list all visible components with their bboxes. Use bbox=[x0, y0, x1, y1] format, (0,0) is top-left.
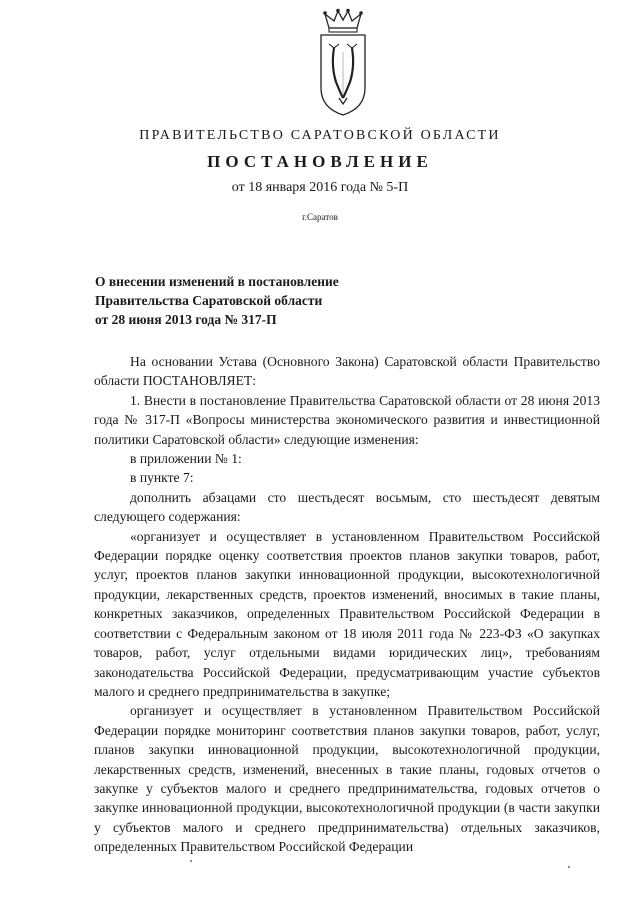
document-date-number: от 18 января 2016 года № 5-П bbox=[231, 180, 409, 195]
government-name: ПРАВИТЕЛЬСТВО САРАТОВСКОЙ ОБЛАСТИ bbox=[139, 128, 501, 143]
scan-speck bbox=[190, 860, 192, 862]
document-body bbox=[94, 352, 600, 857]
subject-line: Правительства Саратовской области bbox=[95, 293, 323, 308]
body-paragraph: дополнить абзацами сто шестьдесят восьмым, сто шестьдесят девятым следующего содержания: bbox=[94, 489, 600, 525]
body-paragraph: «организует и осуществляет в установленном Правительством Российской Федерации порядке оценку соответствия проектов планов закупки товаров, работ, услуг, проектов планов закупки инновационной продукции, высокотехнологичной продукции, лекарственных средств, проектов изменений, вносимых в такие планы, конкретных заказчиков, определенных Правительством Российской Федерации в соответствии с Федеральным законом от 18 июля 2011 года № 223-ФЗ «О закупках товаров, работ, услуг отдельными видами юридических лиц», требованиям законодательства Российской Федерации, предусматривающим участие субъектов малого и среднего предпринимательства в закупке; bbox=[94, 528, 600, 699]
body-paragraph: На основании Устава (Основного Закона) Саратовской области Правительство области ПОСТАНОВЛЯЕТ: bbox=[94, 354, 600, 389]
body-paragraph: 1. Внести в постановление Правительства Саратовской области от 28 июня 2013 года № 317-П «Вопросы министерства экономического развития и инвестиционной политики Саратовской области» следующие изменения: bbox=[94, 392, 600, 447]
subject-line: от 28 июня 2013 года № 317-П bbox=[95, 312, 277, 327]
document-city: г.Саратов bbox=[302, 212, 338, 222]
subject-line: О внесении изменений в постановление bbox=[95, 274, 339, 289]
body-paragraph: в приложении № 1: bbox=[130, 451, 242, 467]
document-subject bbox=[95, 272, 515, 329]
scan-speck bbox=[568, 866, 570, 868]
body-paragraph: в пункте 7: bbox=[130, 470, 194, 486]
body-paragraph: организует и осуществляет в установленном Правительством Российской Федерации порядке мониторинг соответствия планов закупки товаров, работ, услуг, планов закупки инновационной продукции, высокотехнологичной продукции, лекарственных средств, изменений, внесенных в такие планы, годовых отчетов о закупке у субъектов малого и среднего предпринимательства, годовых отчетов о закупке инновационной продукции, высокотехнологичной продукции (в части закупки у субъектов малого и среднего предпринимательства) отдельных заказчиков, определенных Правительством Российской Федерации bbox=[94, 703, 600, 855]
saratov-coat-of-arms-icon bbox=[317, 8, 369, 118]
document-type-title: ПОСТАНОВЛЕНИЕ bbox=[207, 152, 433, 171]
